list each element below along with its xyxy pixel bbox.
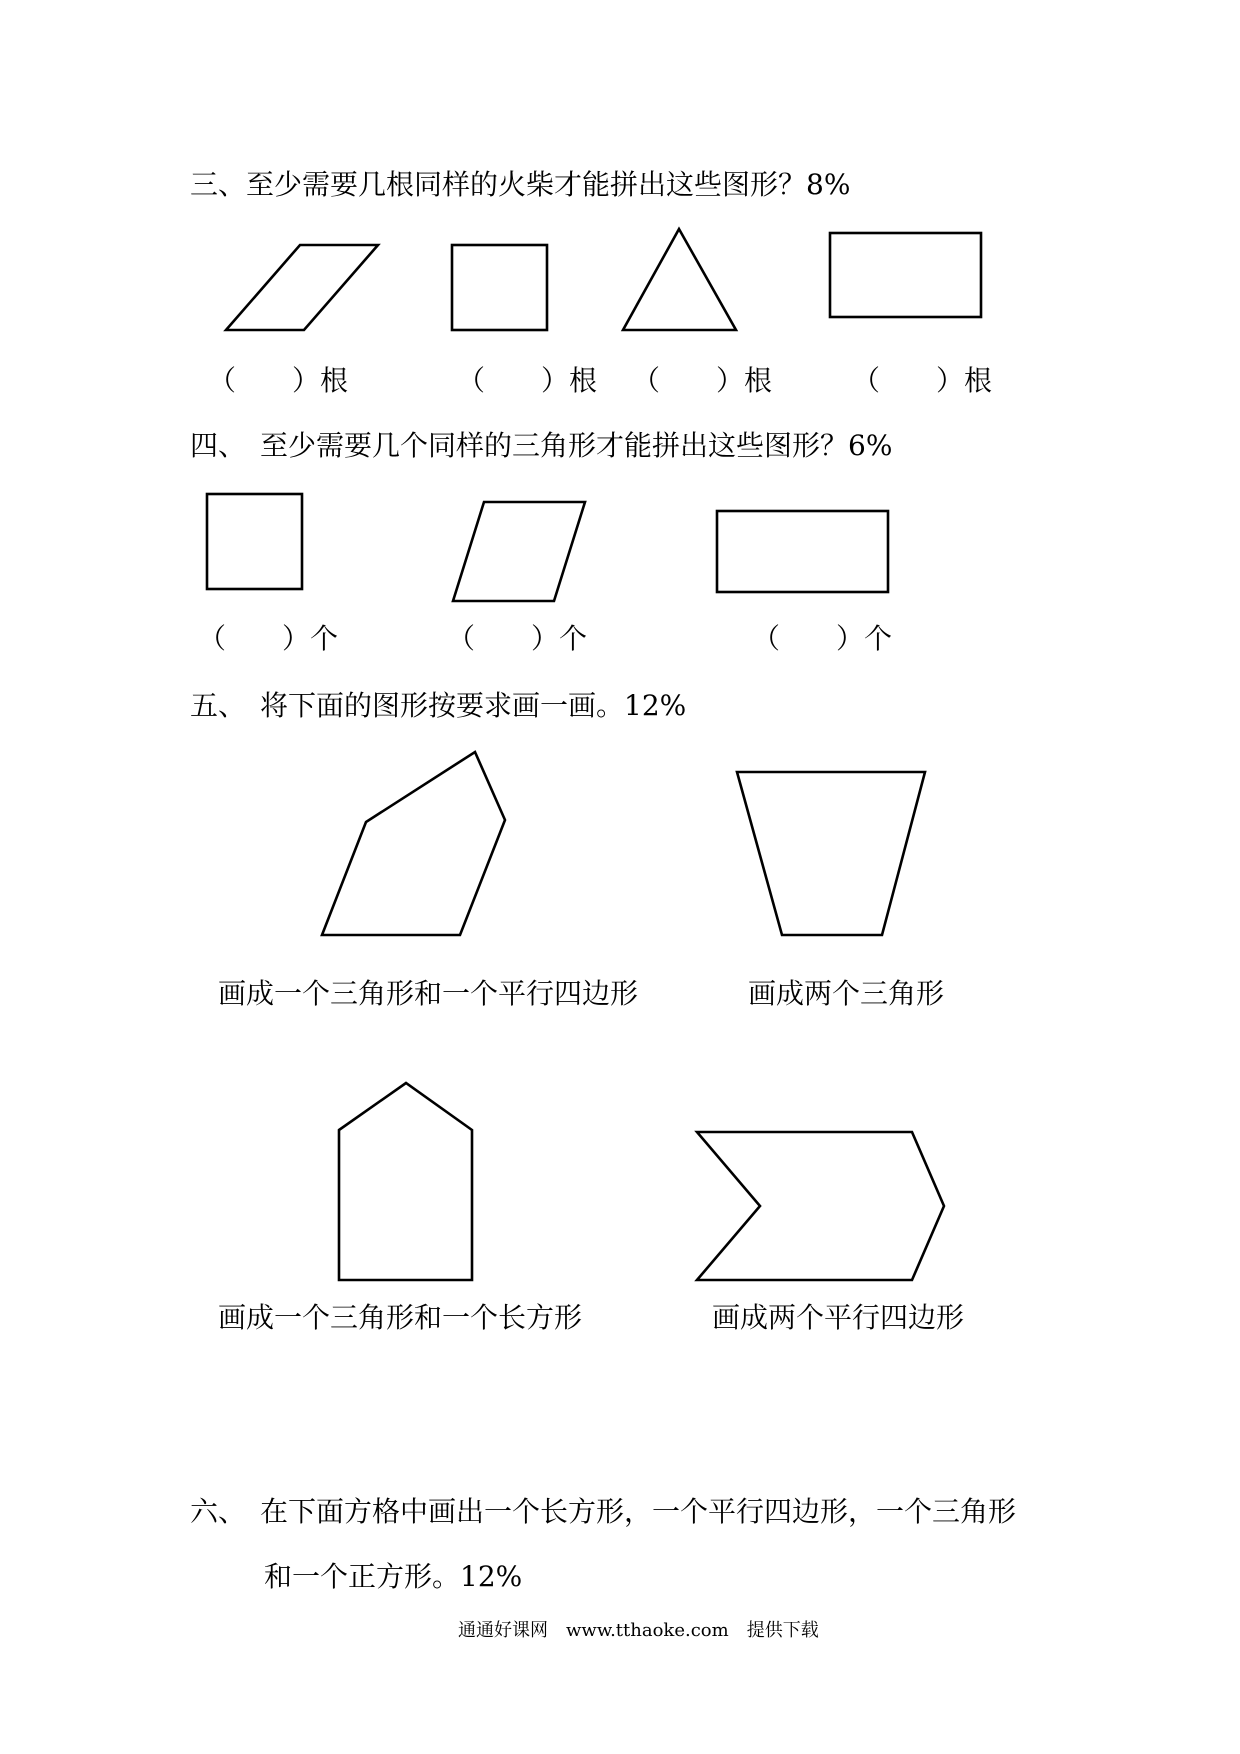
task-label-1: 画成一个三角形和一个平行四边形 <box>218 977 639 1010</box>
task-label-2: 画成两个三角形 <box>748 977 945 1010</box>
square-shape-s3 <box>452 245 547 330</box>
footer-text: 通通好课网 www.tthaoke.com 提供下载 <box>458 1620 819 1641</box>
house-pentagon-shape <box>339 1083 472 1280</box>
trapezoid-shape <box>737 772 925 935</box>
answer-blank-matches-2[interactable]: （ ）根 <box>457 364 598 397</box>
answer-blank-triangles-3[interactable]: （ ）个 <box>752 622 893 655</box>
pentagon-shape <box>322 752 505 935</box>
section-3-title: 三、至少需要几根同样的火柴才能拼出这些图形？8% <box>190 168 851 201</box>
rectangle-shape-s3 <box>830 233 981 317</box>
section-4-title: 四、 至少需要几个同样的三角形才能拼出这些图形？6% <box>190 429 893 462</box>
section-6-title-line-2: 和一个正方形。12% <box>264 1560 523 1593</box>
parallelogram-shape-s3 <box>226 245 378 330</box>
section-6-title-line-1: 六、 在下面方格中画出一个长方形，一个平行四边形，一个三角形 <box>190 1495 1017 1528</box>
task-label-3: 画成一个三角形和一个长方形 <box>218 1301 583 1334</box>
answer-blank-matches-1[interactable]: （ ）根 <box>208 364 349 397</box>
square-shape-s4 <box>207 494 302 589</box>
answer-blank-triangles-2[interactable]: （ ）个 <box>447 622 588 655</box>
section-5-title: 五、 将下面的图形按要求画一画。12% <box>190 689 687 722</box>
answer-blank-matches-4[interactable]: （ ）根 <box>852 364 993 397</box>
triangle-shape-s3 <box>623 229 736 330</box>
rectangle-shape-s4 <box>717 511 888 592</box>
answer-blank-triangles-1[interactable]: （ ）个 <box>198 622 339 655</box>
task-label-4: 画成两个平行四边形 <box>712 1301 965 1334</box>
answer-blank-matches-3[interactable]: （ ）根 <box>632 364 773 397</box>
chevron-arrow-shape <box>697 1132 944 1280</box>
parallelogram-shape-s4 <box>453 502 585 601</box>
